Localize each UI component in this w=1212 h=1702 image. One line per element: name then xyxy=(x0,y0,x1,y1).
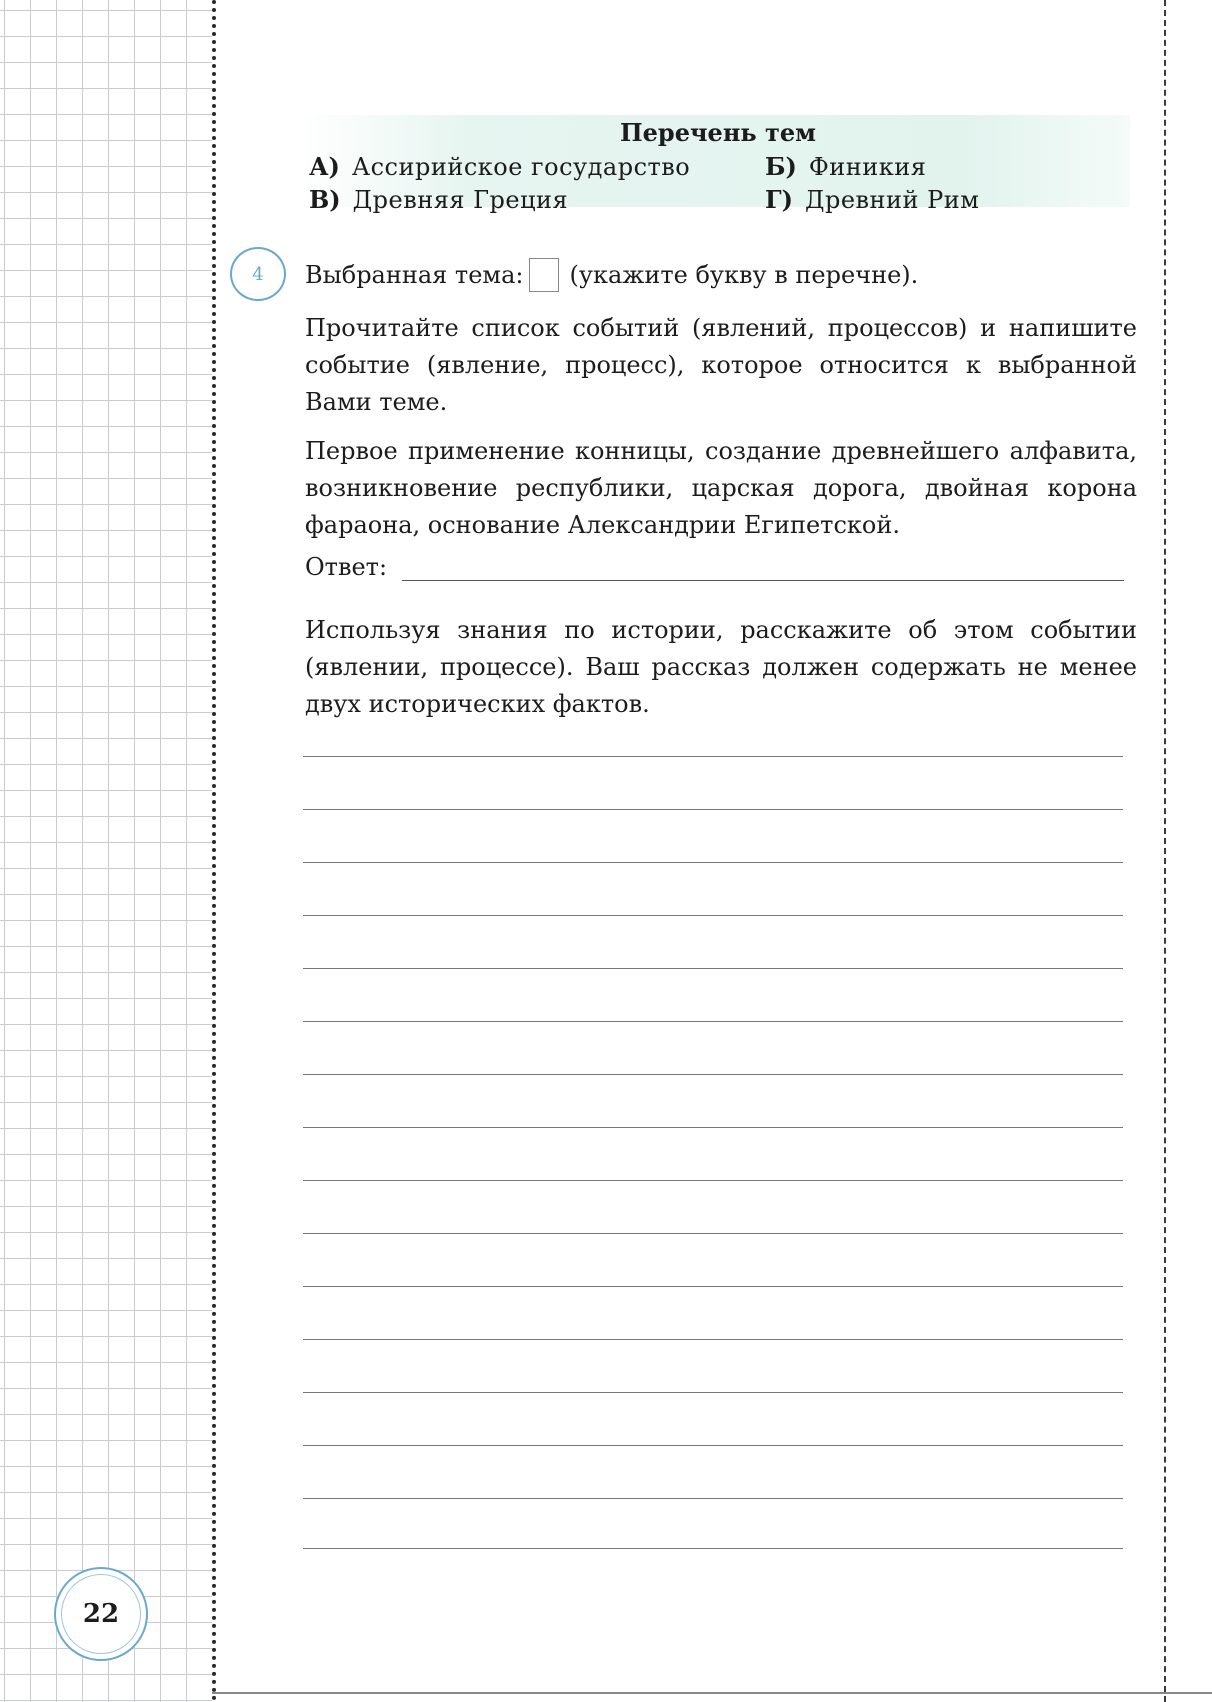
topic-letter: Г) xyxy=(765,185,793,214)
writing-line[interactable] xyxy=(303,968,1123,969)
writing-line[interactable] xyxy=(303,862,1123,863)
topic-name: Древняя Греция xyxy=(352,186,569,214)
writing-line[interactable] xyxy=(303,1445,1123,1446)
question-number: 4 xyxy=(230,247,286,301)
topic-a xyxy=(309,152,690,181)
topic-name: Ассирийское государство xyxy=(351,153,691,181)
topic-name: Финикия xyxy=(808,153,927,181)
topic-letter: А) xyxy=(309,152,340,181)
writing-line[interactable] xyxy=(303,1339,1123,1340)
instruction-text: Прочитайте список событий (явлений, процессов) и напишите событие (явление, процесс), которое относится к выбранной Вами теме. xyxy=(305,314,1137,416)
writing-line[interactable] xyxy=(303,1074,1123,1075)
chosen-topic-line xyxy=(305,258,918,292)
chosen-suffix: (укажите букву в перечне). xyxy=(569,261,919,289)
topic-letter-input[interactable] xyxy=(529,258,559,292)
topic-name: Древний Рим xyxy=(804,186,980,214)
writing-line[interactable] xyxy=(303,809,1123,810)
writing-line[interactable] xyxy=(303,1498,1123,1499)
topic-letter: Б) xyxy=(765,152,797,181)
margin-divider xyxy=(212,0,216,1702)
writing-line[interactable] xyxy=(303,1286,1123,1287)
writing-line[interactable] xyxy=(303,1021,1123,1022)
topic-b xyxy=(765,152,926,181)
writing-line[interactable] xyxy=(303,1233,1123,1234)
bottom-rule xyxy=(212,1692,1212,1694)
writing-line[interactable] xyxy=(303,1127,1123,1128)
writing-line[interactable] xyxy=(303,756,1123,757)
page-number xyxy=(54,1567,148,1661)
topic-g xyxy=(765,185,979,214)
task-text: Используя знания по истории, расскажите об этом событии (явлении, процессе). Ваш рассказ должен содержать не менее двух исторических фактов. xyxy=(305,616,1137,718)
answer-label: Ответ: xyxy=(305,553,388,581)
grid-margin xyxy=(0,0,212,1702)
writing-line[interactable] xyxy=(303,1392,1123,1393)
answer-line[interactable] xyxy=(402,580,1124,581)
writing-line[interactable] xyxy=(303,915,1123,916)
topic-v xyxy=(309,185,568,214)
writing-line[interactable] xyxy=(303,1548,1123,1549)
writing-line[interactable] xyxy=(303,1180,1123,1181)
page-number-text: 22 xyxy=(82,1599,120,1629)
topic-letter: В) xyxy=(309,185,341,214)
cut-line xyxy=(1164,0,1166,1702)
topics-title: Перечень тем xyxy=(620,118,817,147)
chosen-prefix: Выбранная тема: xyxy=(305,261,524,289)
events-list: Первое применение конницы, создание древнейшего алфавита, возникновение республики, царская дорога, двойная корона фараона, основание Александрии Египетской. xyxy=(305,437,1137,539)
